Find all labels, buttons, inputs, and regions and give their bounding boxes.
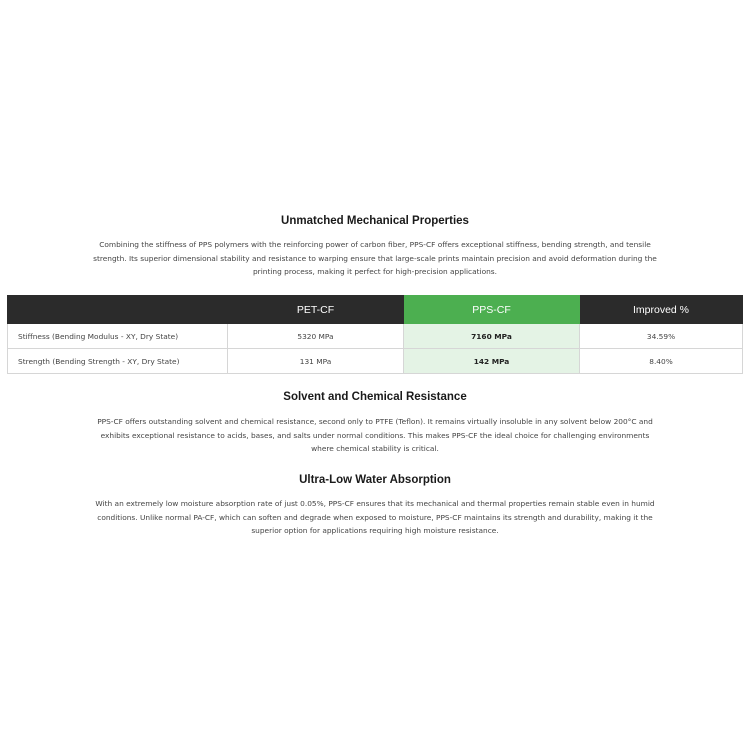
row-label: Strength (Bending Strength - XY, Dry State)	[8, 349, 228, 374]
row-label: Stiffness (Bending Modulus - XY, Dry State)	[8, 324, 228, 349]
header-improved: Improved %	[580, 296, 743, 324]
section-body-chemical: PPS-CF offers outstanding solvent and chemical resistance, second only to PTFE (Teflon). It remains virtually insoluble in any solvent below 200°C and exhibits exceptional resistance to acids, bases, and salts under normal conditions. This makes PPS-CF the ideal choice for challenging environments where chemical stability is critical.	[97, 417, 653, 453]
comparison-table	[7, 295, 743, 374]
header-empty	[8, 296, 228, 324]
table-row	[8, 349, 743, 374]
cell-pet-cf: 131 MPa	[228, 349, 404, 374]
table-header-row	[8, 296, 743, 324]
header-pps-cf: PPS-CF	[404, 296, 580, 324]
section-title-chemical: Solvent and Chemical Resistance	[283, 391, 467, 403]
cell-pet-cf: 5320 MPa	[228, 324, 404, 349]
section-body-mechanical: Combining the stiffness of PPS polymers with the reinforcing power of carbon fiber, PPS-CF offers exceptional stiffness, bending strength, and tensile strength. Its superior dimensional stability and resistance to warping ensure that large-scale prints maintain precision and avoid deformation during the printing process, making it perfect for high-precision applications.	[93, 240, 657, 276]
cell-improved: 8.40%	[580, 349, 743, 374]
section-title-water: Ultra-Low Water Absorption	[299, 474, 451, 486]
header-pet-cf: PET-CF	[228, 296, 404, 324]
cell-pps-cf: 142 MPa	[404, 349, 580, 374]
section-title-mechanical: Unmatched Mechanical Properties	[281, 215, 469, 227]
section-body-water: With an extremely low moisture absorption rate of just 0.05%, PPS-CF ensures that its mechanical and thermal properties remain stable even in humid conditions. Unlike normal PA-CF, which can soften and degrade when exposed to moisture, PPS-CF maintains its strength and durability, making it the superior option for applications requiring high moisture resistance.	[95, 499, 655, 535]
cell-pps-cf: 7160 MPa	[404, 324, 580, 349]
cell-improved: 34.59%	[580, 324, 743, 349]
table-row	[8, 324, 743, 349]
